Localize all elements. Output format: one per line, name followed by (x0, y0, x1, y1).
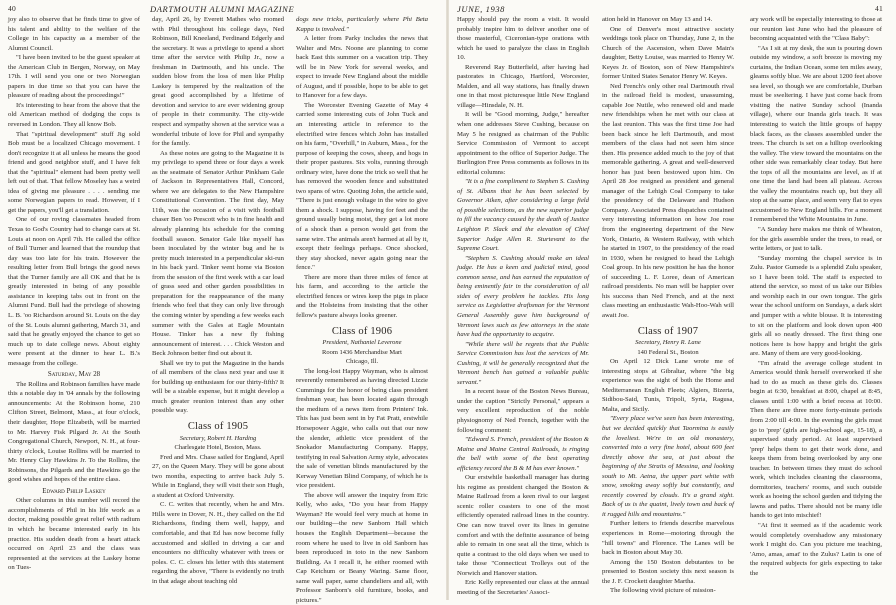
paragraph: Fred and Mrs. Chase sailed for England, April 27, on the Queen Mary. They will be gone about two months, expecting to arrive back July 5. While in England, they will visit their son Hugh, a student at Oxford University. (152, 453, 284, 499)
paragraph: The Worcester Evening Gazette of May 4 carried some interesting cuts of John Tuck and an interesting article in reference to the electrified wire fences which John has installed on his farm, "Overhill," in Auburn, Mass., for the purpose of keeping the cows, sheep, and hogs in their proper pastures. Six volts, running through ordinary wire, have done the trick so well that he has removed the wooden fence and substituted two spans of wire. Quoting John, the article said, "There is just enough voltage in the wire to give them a shock. I suppose, having for feet and the ground usually being moist, they get a lot more of a shock than a person would get from the same wire. The animals aren't harmed at all by it, except their feelings perhaps. Once shocked, they stay shocked, never again going near the fence." (296, 101, 428, 272)
subheading: Edward Philip Laskey (42, 487, 106, 495)
class-president: President, Nathaniel Leverone (322, 339, 402, 347)
right-column-2 (602, 15, 734, 597)
paragraph: ary work will be especially interesting to those at our reunion last June who had the pleasure of becoming acquainted with the "Class Baby": (750, 16, 882, 43)
paragraph: "I have been invited to be the guest speaker at the American Club in Bergen, Norway, on May 17th. I will send you one or two Norwegian papers in due time so that you can have the pleasure of reading about the proceedings!" (8, 54, 140, 100)
paragraph: One of Denver's most attractive society weddings took place on Thursday, June 2, in the Church of the Ascension, when Dave Main's daughter, Betty Louise, was married to Henry W. Keyes Jr. of Boston, son of New Hampshire's former United States Senator Henry W. Keyes. (602, 25, 734, 81)
paragraph: Reverend Ray Butterfield, after having had pastorates in Chicago, Hartford, Worcester, Malden, and all way stations, has finally drawn one in that most picturesque little New England village—Hinsdale, N. H. (457, 63, 589, 109)
left-page-number: 40 (8, 4, 17, 13)
paragraph: As these notes are going to the Magazine it is my privilege to spend three or four days a week as the seatmate of Senator Arthur Pinkham Gale of Jackson in Representatives Hall, Concord, where we are delegates to the New Hampshire Constitutional Convention. The first day, May 11th, was the occasion of a visit with football chaser Ben 'oo Prescott who is in fine health and already planning his schedule for the coming football season. Senator Gale like myself has been inoculated by the winter bug and he is pretty much interested in a perpendicular ski-run in his back yard. Tinker went home via Boston from the session of the first week with a car load of grass seed and other garden possibilities in preparation for the reappearance of the many friends who feel that they can only live through the coming winter by spending a few weeks each summer with the Gales at Eagle Mountain House. Tinker has a new fly fishing announcement of interest. . . . Chick Weston and Beck Johnson better find out about it. (152, 149, 284, 358)
class-city: Chicago, Ill. (345, 358, 379, 366)
paragraph: Further letters to friends describe marvelous experiences in Rome—motoring through the "hill towns" and Florence. The Lanes will be back in Boston about May 30. (602, 520, 734, 557)
paragraph: It will be "Good morning, Judge," hereafter when one addresses Steve Cushing, because on May 5 he resigned as chairman of the Public Service Commission of Vermont to accept appointment to the office of Superior Judge. The Burlington Free Press comments as follows in its editorial columns: (457, 111, 589, 176)
paragraph: It's interesting to hear from the above that the old American method of dodging the cops is reversed in London. They all know Bob. (8, 101, 140, 129)
paragraph: The above will answer the inquiry from Eric Kelly, who asks, "Do you hear from Happy Wayman? He would feel very much at home in our building—the new Sanborn Hall which houses the English Department—because the room where he used to live in old Sanborn has been reproduced in toto in the new Sanborn Building. As I recall it, he either roomed with Cap Ketchum or Beany Waring. Same floor, same wall paper, same chandeliers and all, with Professor Sanborn's old furniture, books, and pictures." (296, 491, 428, 604)
left-column-1 (8, 15, 140, 597)
paragraph: A letter from Parky includes the news that Walter and Mrs. Noone are planning to come back East this summer on a vacation trip. They will be in New York for several weeks, and expect to invade New England about the middle of August, and if possible, hope to be able to get to Hanover for a few days. (296, 35, 428, 100)
paragraph: "Sunday morning the chapel service is in Zulu. Pastor Gumede is a splendid Zulu speaker, so I have been told. The staff is expected to attend the service, so most of us take our Bibles and worship each in our own tongue. The girls wear the school uniform on Sundays, a dark skirt and jumper with a white blouse. It is interesting to sit on the platform and look down upon 400 girls all so neatly dressed. The first thing one notices here is how happy and bright the girls are. Many of them are very good-looking. (750, 254, 882, 358)
paragraph: Ned French's only other real Dartmouth rival in the railroad field is modest, unassuming, capable Joe Nutile, who renewed old and made new friendships when he met with our class at the last reunion. This was the first time Joe had been back since he left Dartmouth, and most members of the class had not seen him since then. His presence added much to the joy of that memorable gathering. A great and well-deserved honor has just been bestowed upon him. On April 28 Joe resigned as president and general manager of the Lehigh Coal Company to take the presidency of the Delaware and Hudson Company. Associated Press dispatches contained very interesting information on how Joe rose from the engineering department of the New York, Ontario, & Western Railway, with which he started in 1907, to the presidency of the road in 1930, when he resigned to head the Lehigh Coal group. In his new position he has the honor of succeeding L. F. Loree, dean of American railroad presidents. No man will be happier over his success than Ned French, and at the next class meeting an enthusiastic Wah-Hoo-Wah will await Joe. (602, 82, 734, 319)
paragraph: The following vivid picture of mission- (610, 587, 716, 595)
quote-paragraph: "It is a fine compliment to Stephen S. Cushing of St. Albans that he has been selected by Governor Aiken, after considering a large field of possible selections, as the new superior judge to fill the vacancy caused by the death of Justice Leighton P. Slack and the elevation of Chief Superior Judge Allen R. Sturtevant to the Supreme Court. (457, 178, 589, 253)
paragraph: day, April 26, by Everett Mathes who roomed with Phil throughout his college days, Ned Robinson, Bill Kneeland, Ferdinand Edgerly and the secretary. It was a privilege to spend a short time after the service with Philip Jr., now a freshman in Dartmouth, and his uncle. The sudden blow from the loss of men like Philip Laskey is tempered by the realization of the great good accomplished by a lifetime of devotion and service to are ever widening group of people in their community. The city-wide respect and sympathy shown at the service was a wonderful tribute of love for Phil and sympathy for the family. (152, 16, 284, 148)
paragraph: Shall we try to put the Magazine in the hands of all members of the class next year and use it for building up enthusiasm for our thirty-fifth? It will be a sizable expense, but it might develop a much greater reunion interest than any other possible way. (152, 359, 284, 415)
paragraph: There are more than three miles of fence at his farm, and according to the article the electrified fences or wires keep the pigs in place and the Holsteins from insisting that the other fellow's pasture always looks greener. (296, 273, 428, 319)
left-running-title: DARTMOUTH ALUMNI MAGAZINE (150, 4, 295, 14)
paragraph: That "spiritual development" stuff Jig sold Bob must be a localized Chicago movement. I don't recognize it at all unless he means the good friend and good neighbor stuff, and I have felt that the "spiritual" element had been pretty well left out of that. That fellow Moseley has a weird idea of giving me pleasure . . . . sending me some Norwegian papers to read. However, if I get the papers, you'll get a translation. (8, 130, 140, 214)
paragraph: One of our roving classmates headed from Texas to God's Country had to change cars at St. Louis at noon on April 7th. He called the office of Bull Turner and learned that the roundup that day was too late for his train. However the resulting letter from Bull brings the good news that the Turner family are all OK and that he is greatly interested in being of any possible assistance in keeping tabs out in front on the Alumni Fund. Bull had the privilege of showing L. B. 'oo Richardson around St. Louis on the day of the St. Louis alumni gathering, March 31, and said that he greatly enjoyed the chance to get so much up to date college news. About eighty were present at the dinner to hear L. B.'s message from the college. (8, 216, 140, 367)
quote-paragraph: "Edward S. French, president of the Boston & Maine and Maine Central Railroads, is ringing the bell with some of the best operating efficiency record the B & M has ever known." (457, 436, 589, 472)
quote-paragraph: "Every place we've seen has been interesting, but we decided quickly that Taormina is easily the loveliest. We're in an old monastery, converted into a very fine hotel, about 600 feet directly above the sea, at just about the beginning of the Straits of Messina, and looking south to Mt. Aetna, the upper part white with snow, smoking away softly but constantly, and recently covered by clouds. It's a grand sight. Back of us is the quaint, lively town and back of it rugged hills and mountains." (602, 415, 734, 518)
right-column-1 (457, 15, 589, 597)
class-address: 140 Federal St., Boston (637, 348, 699, 356)
class-secretary: Secretary, Robert H. Harding (179, 434, 257, 442)
class-address: Room 1436 Merchandise Mart (322, 348, 402, 356)
class-heading: Class of 1905 (187, 420, 249, 432)
quote-paragraph: "Stephen S. Cushing should make an ideal judge. He has a keen and judicial mind, good common sense, and has earned the reputation of being eminently fair in the consideration of all sides of every problem he tackles. His long service as Legislative draftsman for the Vermont General Assembly gave him background of Vermont laws such as few attorneys in the state have had the opportunity to acquire. (457, 254, 589, 339)
left-column-2 (152, 15, 284, 597)
paragraph: ation held in Hanover on May 13 and 14. (602, 16, 713, 23)
paragraph: "As I sit at my desk, the sun is pouring down outside my window, a soft breeze is moving my curtains, the Indian Ocean, some ten miles away, gleams softly blue. We are about 1200 feet above sea level, so though we are comfortable, Durban must be sweltering. I have just come back from visiting the native Sunday school (Inanda village), where our Inanda girls teach. It was interesting to watch the little groups of happy black faces, as the classes assembled under the trees. The church is set on a hilltop overlooking the valley. The view toward the mountains on the other side was remarkably clear today. But here the tops of all the mountains are level, as if at one time the land had been all plateau. Across the valley the mountains reach up, but they all stop at the same place, and seem very flat to eyes accustomed to New England hills. For a moment I remembered the White Mountains in June. (750, 44, 882, 224)
paragraph: Other columns in this number will record the accomplishments of Phil in his life work as a doctor, making possible great relief with radium in which he became interested early in his practice. His sudden death from a heart attack occurred on April 23 and the class was represented at the services at the Laskey home on Tues- (8, 497, 140, 572)
paragraph: Eric Kelly represented our class at the annual meeting of the Secretaries' Associ- (457, 579, 589, 596)
right-page (449, 0, 896, 600)
right-page-number: 41 (875, 4, 884, 13)
paragraph: dogs new tricks, particularly where Phi Beta Kappa is involved." (296, 16, 428, 33)
paragraph: Happy should pay the room a visit. It would probably inspire him to deliver another one of those masterful, Ciceronian-type orations with which he used to paralyze the class in English 10. (457, 16, 589, 62)
paragraph: In a recent issue of the Boston News Bureau, under the caption "Strictly Personal," appears a very excellent reproduction of the noble physiognomy of Ned French, together with the following comment: (457, 388, 589, 434)
right-column-3 (750, 15, 882, 597)
paragraph: "I'm afraid the average college student in America would think herself overworked if she had to do as much as these girls do. Classes begin at 6:30, breakfast at 8:00, chapel at 8:45, classes until 1:00 with a brief recess at 10:00. Then there are three more forty-minute periods from 2:00 till 4:00. In the evening the girls must go to 'prep' (girls are high-school age, 15-18), a supervised study period. At least supervised 'prep' helps them to get their work done, and keeps them from being overlooked by any one teacher. In between times they must do school work, which includes cleaning the classrooms, dormitories, teachers' rooms, and such outside work as hoeing the school garden and tidying the lawns and paths. There should not be many idle hands to get into mischief! (750, 359, 882, 520)
paragraph: C. C. writes that recently, when he and Mrs. Hills were in Dover, N. H., they called on the Ed Richardsons, finding them well, happy, and comfortable, and that Ed has now become fully accustomed and skilled in driving a car and encounters no difficulty whatever with trees or poles. C. C. closes his letter with this statement regarding the above, "There is evidently no truth in that adage about teaching old (152, 501, 284, 585)
paragraph: The long-lost Happy Wayman, who is almost reverently remembered as having directed Lizzie Cummings for the honor of being class president freshman year, has been located again through the medium of a news item from Printers' Ink. This has just been sent in by Fat Pratt, erstwhile Horsepower Aggie, who calls out that our now the slender, athletic vice president of the Snokador Manufacturing Company. Happy, testifying in real Salvation Army style, advocates the sale of venetian blinds manufactured by the Kerway Venetian Blind Company, of which he is vice president. (296, 367, 428, 490)
left-column-3 (296, 15, 428, 604)
subheading: Saturday, May 28 (47, 371, 101, 379)
class-address: Charlesgate Hotel, Boston, Mass. (174, 444, 262, 452)
paragraph: "At first it seemed as if the academic work would completely overshadow any missionary work I might do. Can you picture me teaching, 'Amo, amas, amat' to the Zulus? Latin is one of the required subjects for girls expecting to take the (750, 521, 882, 577)
paragraph: On April 12 Dick Lane wrote me of interesting stops at Gibraltar, where "the big experience was the sight of both the Home and Mediterranean English Fleets; Algiers, Bizerta, Sidibou-Said, Tunis, Tripoli, Syria, Ragusa, Malta, and Sicily. (602, 358, 734, 413)
paragraph: Our erstwhile basketball manager has during his regime as president changed the Boston & Maine Railroad from a keen rival to our largest scenic roller coasters to one of the most efficiently operated railroad lines in the country. One can now travel over its lines in genuine comfort and with the definite assurance of being able to remain in one seat all the time, which is quite a contrast to the old days when we used to take those "Connecticut Trolleys out of the Norwich and Hanover station. (457, 474, 589, 577)
class-heading: Class of 1907 (637, 325, 699, 337)
right-running-title: JUNE, 1938 (457, 4, 506, 14)
paragraph: The Rollins and Robinson families have made this a notable day in '04 annals by the following announcements: At the Robinson home, 210 Clifton Street, Belmont, Mass., at four o'clock, their daughter, Hope Elizabeth, will be married to Mr. Harvey Fisk Pilgard Jr. At the South Congregational Church, Newport, N. H., at four-thirty o'clock, Louise Rollins will be married to Mr. Henry Clay Hawkins Jr. To the Rollins, the Robinsons, the Pilgards and the Hawkins go the good wishes and hopes of the entire class. (8, 380, 140, 484)
class-secretary: Secretary, Henry R. Lane (635, 339, 701, 347)
quote-paragraph: "While there will be regrets that the Public Service Commission has lost the services of Mr. Cushing, it will be generally recognized that the Vermont bench has gained a valuable public servant." (457, 340, 589, 386)
left-page (0, 0, 447, 604)
paragraph: "A Sunday here makes me think of Wheaton, for the girls assemble under the trees, to read, or write letters, or just to talk. (750, 226, 882, 253)
class-heading: Class of 1906 (331, 325, 393, 337)
paragraph: Among the 150 Boston debutantes to be presented to Boston society this next season is the J. F. Crockett daughter Martha. (602, 558, 734, 585)
paragraph: joy also to observe that he finds time to give of his talent and ability to the welfare of the College in his capacity as a member of the Alumni Council. (8, 16, 140, 52)
